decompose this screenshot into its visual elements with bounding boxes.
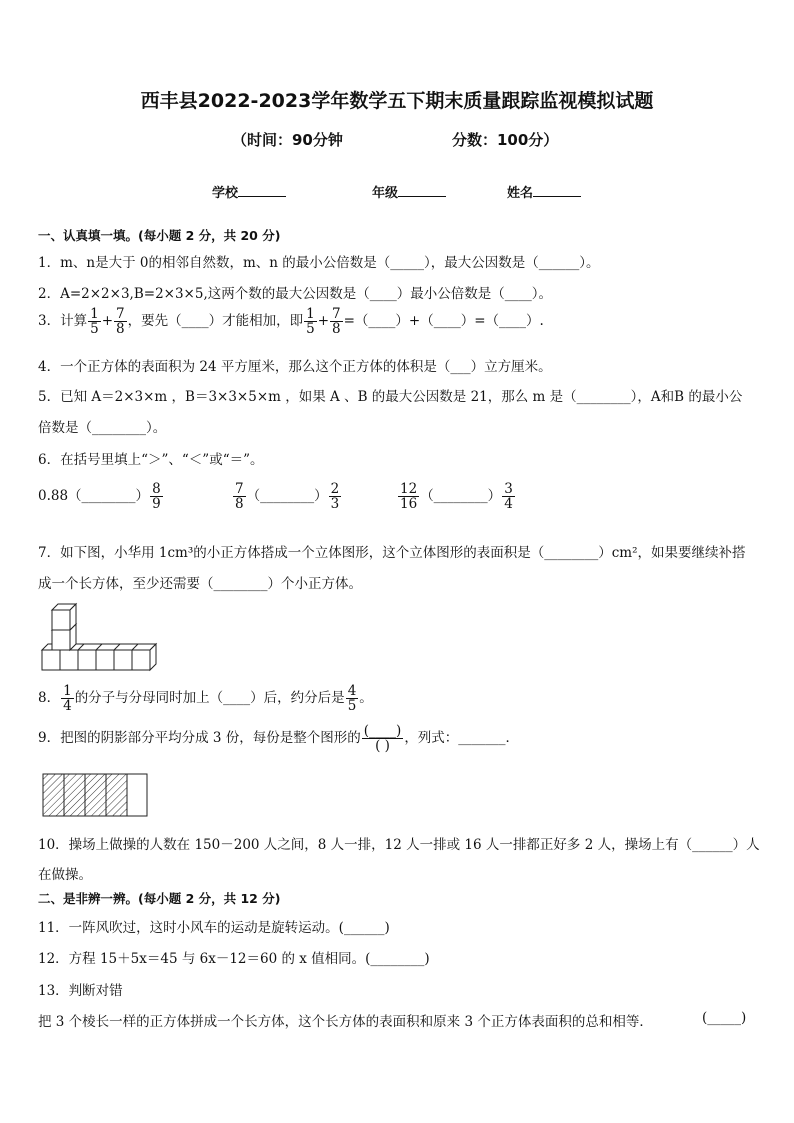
q3-text-b: ，要先（____）才能相加，即 — [127, 313, 304, 330]
question-5-line-2: 倍数是（________）。 — [38, 420, 167, 436]
q6-c-blank: （________） — [420, 488, 502, 505]
q6-b-frac-2: $\frac{2}{3}$ — [330, 481, 340, 513]
q3-text-a: 3．计算 — [38, 313, 88, 330]
school-blank — [238, 184, 286, 197]
exam-score: 分数：100分） — [452, 131, 559, 149]
question-9 — [38, 724, 519, 753]
grade-label: 年级 — [372, 186, 399, 201]
q6-c-frac-2: $\frac{3}{4}$ — [504, 481, 513, 513]
q3-text-c: =（____）+（____）=（____）. — [343, 313, 544, 330]
grade-field — [372, 182, 446, 201]
q6-a-frac: $\frac{8}{9}$ — [152, 481, 161, 513]
question-2: 2．A=2×2×3,B=2×3×5,这两个数的最大公因数是（____）最小公倍数是（____）。 — [38, 286, 552, 302]
question-7-line-2: 成一个长方体，至少还需要（________）个小正方体。 — [38, 576, 362, 592]
q3-frac-4: $\frac{7}{8}$ — [332, 306, 341, 338]
q3-frac-3: $\frac{1}{5}$ — [306, 306, 315, 338]
name-label: 姓名 — [507, 186, 534, 201]
question-5-line-1: 5．已知 A＝2×3×m ，B＝3×3×5×m ，如果 A 、B 的最大公因数是 21，那么 m 是（________），A和B 的最小公 — [38, 389, 743, 405]
q6-c-frac-1: $\frac{12}{16}$ — [400, 481, 418, 513]
q6-compare-b — [232, 482, 342, 511]
name-blank — [533, 184, 581, 197]
section-2-heading: 二、是非辨一辨。(每小题 2 分，共 12 分) — [38, 891, 281, 906]
cube-figure — [38, 602, 160, 674]
question-4: 4．一个正方体的表面积为 24 平方厘米，那么这个正方体的体积是（___）立方厘米。 — [38, 359, 552, 375]
question-13-blank: (_____) — [702, 1010, 747, 1026]
question-11: 11．一阵风吹过，这时小风车的运动是旋转运动。(______) — [38, 920, 390, 936]
q9-frac: $\frac{(\_\_\_\_)}{( )}$ — [363, 723, 402, 755]
shaded-rectangle-figure — [42, 773, 148, 817]
section-1-heading: 一、认真填一填。(每小题 2 分，共 20 分) — [38, 228, 281, 243]
q6-compare-a — [38, 482, 164, 511]
q3-frac-2: $\frac{7}{8}$ — [116, 306, 125, 338]
q6-b-frac-1: $\frac{7}{8}$ — [235, 481, 244, 513]
page-title: 西丰县2022-2023学年数学五下期末质量跟踪监视模拟试题 — [140, 90, 654, 112]
q9-text: 9．把图的阴影部分平均分成 3 份，每份是整个图形的 — [38, 730, 361, 747]
school-field — [212, 182, 286, 201]
question-10-line-2: 在做操。 — [38, 867, 92, 883]
school-label: 学校 — [212, 186, 239, 201]
q8-frac-2: $\frac{4}{5}$ — [347, 683, 357, 715]
question-12: 12．方程 15＋5x＝45 与 6x－12＝60 的 x 值相同。(________) — [38, 951, 430, 967]
question-10-line-1: 10．操场上做操的人数在 150－200 人之间，8 人一排，12 人一排或 16 人一排都正好多 2 人，操场上有（______）人 — [38, 837, 760, 853]
exam-time: （时间：90分钟 — [232, 131, 343, 149]
question-1: 1．m、n是大于 0的相邻自然数，m、n 的最小公倍数是（_____），最大公因数是（______）。 — [38, 255, 600, 271]
q6-compare-c — [397, 482, 516, 511]
q8-frac-1: $\frac{1}{4}$ — [63, 683, 72, 715]
question-13: 13．判断对错 — [38, 983, 123, 999]
q6-a-text: 0.88（________） — [38, 488, 150, 505]
q6-b-blank: （________） — [246, 488, 328, 505]
question-3: 3．计算 $\frac{1}{5}$ + $\frac{7}{8}$ ，要先（____）才能相加，即 $\frac{1}{5}$ + $\frac{7}{8}$ =（____）+（____）=（____）. — [38, 306, 544, 338]
q8-text: 的分子与分母同时加上（____）后，约分后是 — [74, 690, 345, 707]
question-13-statement: 把 3 个棱长一样的正方体拼成一个长方体，这个长方体的表面积和原来 3 个正方体表面积的总和相等． — [38, 1014, 653, 1030]
grade-blank — [398, 184, 446, 197]
question-6: 6．在括号里填上“＞”、“＜”或“＝”。 — [38, 452, 264, 468]
q3-frac-1: $\frac{1}{5}$ — [90, 306, 99, 338]
q9-formula: ，列式：_______． — [404, 730, 520, 747]
question-8: 8． $\frac{1}{4}$ 的分子与分母同时加上（____）后，约分后是 $\frac{4}{5}$ 。 — [38, 683, 373, 715]
name-field — [507, 182, 581, 201]
question-7-line-1: 7．如下图，小华用 1cm³的小正方体搭成一个立体图形，这个立体图形的表面积是（________）cm²，如果要继续补搭 — [38, 545, 746, 561]
